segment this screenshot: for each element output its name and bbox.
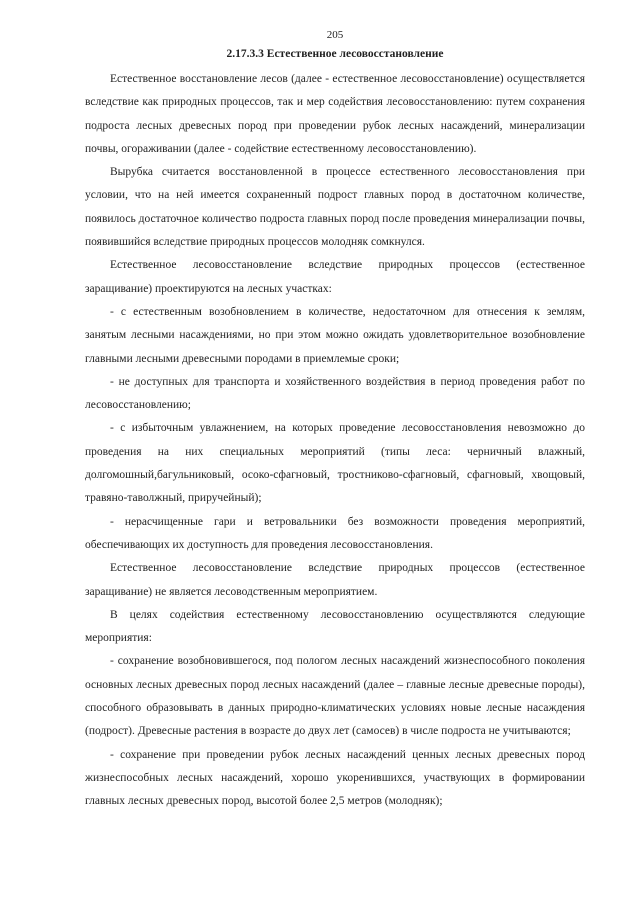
page-number: 205 [326, 29, 344, 41]
list-item: - нерасчищенные гари и ветровальники без возможности проведения мероприятий, обеспечивающих их доступность для проведения лесовосстановления. [85, 515, 585, 551]
list-item: - с естественным возобновлением в количестве, недостаточном для отнесения к землям, занятым лесными насаждениями, но при этом можно ожидать удовлетворительное возобновление главными лесными древесными породами в приемлемые сроки; [85, 305, 585, 365]
body-text [85, 68, 585, 814]
list-item: - сохранение возобновившегося, под пологом лесных насаждений жизнеспособного поколения основных лесных древесных пород лесных насаждений (далее – главные лесные древесные породы), способного образовывать в данных природно-климатических условиях новые лесные насаждения (подрост). Древесные растения в возрасте до двух лет (самосев) в числе подроста не учитываются; [85, 655, 585, 738]
section-heading: 2.17.3.3 Естественное лесовосстановление [226, 48, 444, 60]
list-item: - с избыточным увлажнением, на которых проведение лесовосстановления невозможно до проведения на них специальных мероприятий (типы леса: черничный влажный, долгомошный,багульниковый, осоко-сфагновый, тростниково-сфагновый, сфагновый, хвощовый, травяно-таволжный, приручейный); [85, 422, 585, 505]
list-item: - сохранение при проведении рубок лесных насаждений ценных лесных древесных пород жизнеспособных лесных насаждений, хорошо укоренившихся, участвующих в формировании главных лесных древесных пород, высотой более 2,5 метров (молодняк); [85, 748, 585, 808]
paragraph: Вырубка считается восстановленной в процессе естественного лесовосстановления при условии, что на ней имеется сохраненный подрост главных пород в достаточном количестве, появилось достаточное количество подроста главных пород после проведения минерализации почвы, появившийся вследствие природных процессов молодняк сомкнулся. [85, 166, 585, 249]
paragraph: Естественное лесовосстановление вследствие природных процессов (естественное заращивание) не является лесоводственным мероприятием. [85, 562, 585, 598]
paragraph: В целях содействия естественному лесовосстановлению осуществляются следующие мероприятия: [85, 608, 585, 645]
document-page [85, 28, 585, 814]
paragraph: Естественное восстановление лесов (далее - естественное лесовосстановление) осуществляется вследствие как природных процессов, так и мер содействия лесовосстановлению: путем сохранения подроста лесных древесных пород при проведении рубок лесных насаждений, минерализации почвы, огораживании (далее - содействие естественному лесовосстановлению). [85, 73, 585, 155]
paragraph: Естественное лесовосстановление вследствие природных процессов (естественное заращивание) проектируются на лесных участках: [85, 259, 585, 295]
list-item: - не доступных для транспорта и хозяйственного воздействия в период проведения работ по лесовосстановлению; [85, 375, 585, 412]
